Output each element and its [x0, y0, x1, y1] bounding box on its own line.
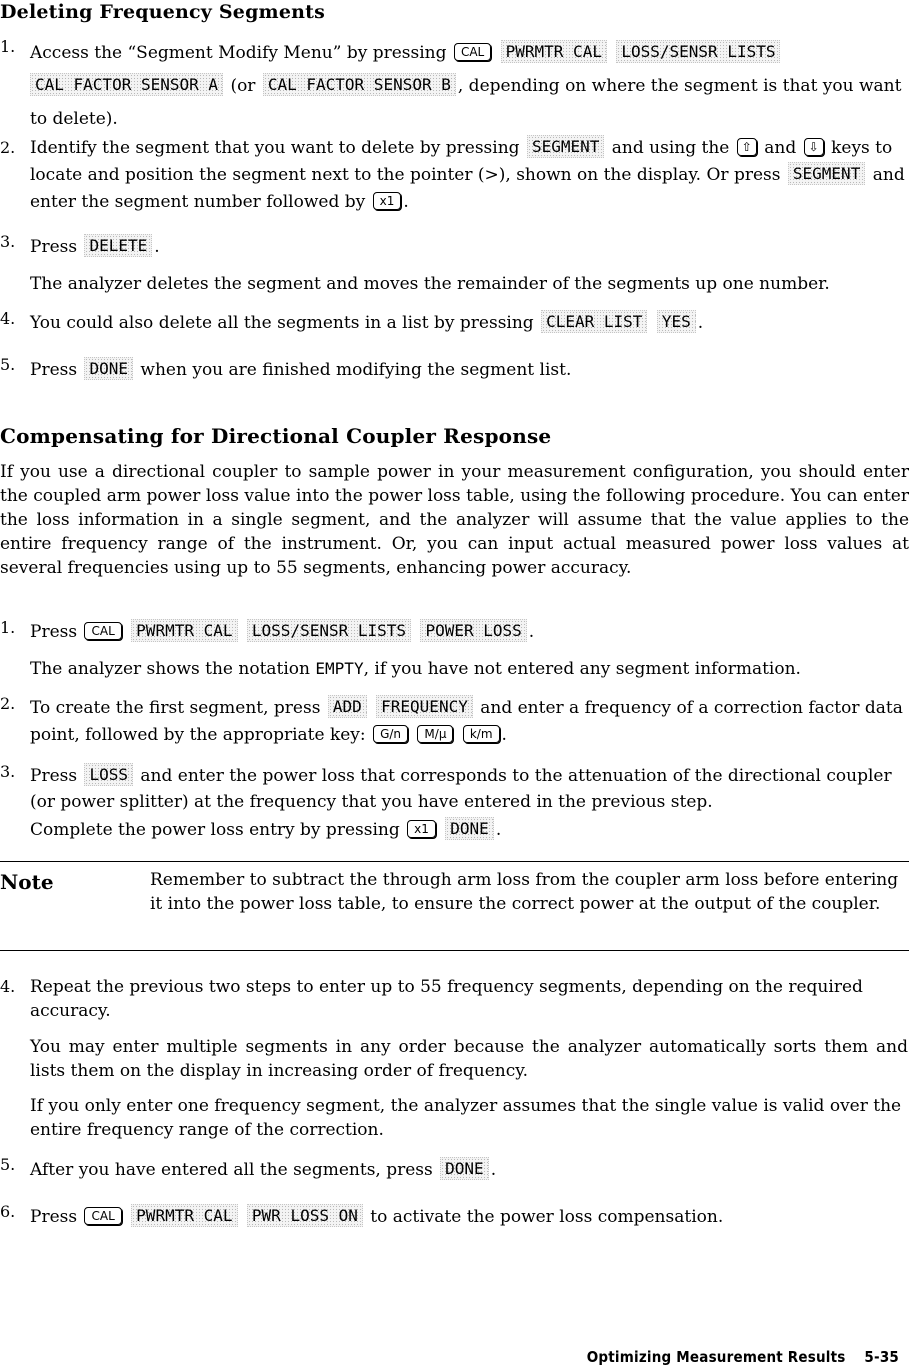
step-text: Repeat the previous two steps to enter up to 55 frequency segments, depending on the required accuracy. [30, 977, 863, 1021]
step-text-part: when you are finished modifying the segment list. [140, 360, 572, 380]
step-text [30, 357, 908, 382]
step-text-part: and enter a frequency of a correction factor data point, followed by the appropriate key: [30, 698, 903, 745]
step-text [30, 817, 908, 842]
step-text-part: . [154, 237, 160, 257]
loss-sensr-lists-softkey[interactable]: LOSS/SENSR LISTS [247, 619, 411, 642]
k-m-hardkey[interactable]: k/m [463, 725, 500, 743]
m-mu-hardkey[interactable]: M/μ [417, 725, 453, 743]
loss-softkey[interactable]: LOSS [84, 763, 133, 786]
step-number: 3. [0, 232, 16, 251]
step-text-part: Press [30, 1207, 78, 1227]
note-top-rule [0, 861, 909, 862]
step-text-part: , if you have not entered any segment information. [363, 659, 801, 679]
step-note-text: If you only enter one frequency segment, the analyzer assumes that the single value is valid over the entire frequency range of the correction. [30, 1096, 902, 1140]
step-text-part: Access the “Segment Modify Menu” by pressing [30, 43, 447, 63]
done-softkey[interactable]: DONE [445, 817, 494, 840]
step-text-part: . [490, 1160, 497, 1180]
pwrmtr-cal-softkey[interactable]: PWRMTR CAL [131, 1204, 237, 1227]
cal-factor-sensor-a-softkey[interactable]: CAL FACTOR SENSOR A [30, 73, 223, 96]
step-number: 4. [0, 309, 16, 328]
page-footer [587, 1345, 899, 1369]
step-text [30, 234, 908, 259]
step-text-part: Identify the segment that you want to delete by pressing [30, 138, 520, 158]
intro-paragraph: If you use a directional coupler to sample power in your measurement configuration, you should enter the coupled arm power loss value into the power loss table, using the following procedure. You can enter the loss information in a single segment, and the analyzer will assume that the value applies to the entire frequency range of the instrument. Or, you can input actual measured power loss values at several frequencies using up to 55 segments, enhancing power accuracy. [0, 462, 909, 578]
done-softkey[interactable]: DONE [84, 357, 133, 380]
step-number: 2. [0, 694, 16, 713]
step-text-part: . [528, 622, 535, 642]
step-text [30, 1157, 908, 1182]
note-label: Note [0, 870, 54, 894]
clear-list-softkey[interactable]: CLEAR LIST [541, 310, 647, 333]
loss-sensr-lists-softkey[interactable]: LOSS/SENSR LISTS [616, 40, 780, 63]
step-text-part: The analyzer shows the notation [30, 659, 310, 679]
step-note-text [30, 657, 908, 681]
step-text [30, 135, 908, 216]
step-note-text: The analyzer deletes the segment and moves the remainder of the segments up one number. [30, 274, 830, 294]
step-text-part: . [697, 313, 704, 333]
step-text-part: Press [30, 237, 78, 257]
step-text-part: . [403, 192, 409, 212]
note-text: Remember to subtract the through arm loss from the coupler arm loss before entering it into the power loss table, to ensure the correct power at the output of the coupler. [150, 870, 899, 914]
cal-hardkey[interactable]: CAL [84, 1207, 121, 1225]
step-text-part: You could also delete all the segments in a list by pressing [30, 313, 534, 333]
step-text-part: . [501, 725, 507, 745]
step-text [30, 619, 908, 644]
empty-display-text: EMPTY [315, 659, 364, 678]
x1-hardkey[interactable]: x1 [407, 820, 436, 838]
step-text-part: Press [30, 360, 78, 380]
step-text-part: Press [30, 622, 78, 642]
footer-title: Optimizing Measurement Results [586, 1348, 846, 1366]
step-text [30, 310, 908, 335]
step-number: 5. [0, 355, 16, 374]
cal-hardkey[interactable]: CAL [84, 622, 121, 640]
segment-softkey[interactable]: SEGMENT [527, 135, 604, 158]
step-text-part: (or [230, 76, 256, 96]
page-number: 5-35 [864, 1348, 899, 1366]
segment-softkey[interactable]: SEGMENT [788, 162, 865, 185]
step-text-part: and [764, 138, 797, 158]
step-text [30, 37, 908, 136]
done-softkey[interactable]: DONE [440, 1157, 489, 1180]
step-number: 3. [0, 762, 16, 781]
step-number: 5. [0, 1155, 16, 1174]
pwr-loss-on-softkey[interactable]: PWR LOSS ON [247, 1204, 363, 1227]
step-number: 4. [0, 977, 16, 996]
step-text [30, 763, 908, 815]
step-text-part: Complete the power loss entry by pressing [30, 820, 400, 840]
pwrmtr-cal-softkey[interactable]: PWRMTR CAL [131, 619, 237, 642]
frequency-softkey[interactable]: FREQUENCY [376, 695, 473, 718]
step-text-part: To create the first segment, press [30, 698, 321, 718]
step-text-part: Press [30, 766, 78, 786]
step-number: 2. [0, 138, 16, 157]
step-number: 1. [0, 37, 16, 56]
pwrmtr-cal-softkey[interactable]: PWRMTR CAL [501, 40, 607, 63]
step-text [30, 1204, 908, 1229]
step-text-part: keys to locate and position the segment next to the pointer (>), shown on the display. Or press [30, 138, 893, 185]
step-text [30, 695, 908, 749]
up-arrow-key[interactable]: ⇧ [737, 138, 757, 156]
delete-softkey[interactable]: DELETE [84, 234, 152, 257]
step-text-part: to activate the power loss compensation. [370, 1207, 724, 1227]
power-loss-softkey[interactable]: POWER LOSS [420, 619, 526, 642]
step-number: 6. [0, 1202, 16, 1221]
x1-hardkey[interactable]: x1 [373, 192, 402, 210]
cal-hardkey[interactable]: CAL [454, 43, 491, 61]
note-bottom-rule [0, 950, 909, 951]
g-n-hardkey[interactable]: G/n [373, 725, 408, 743]
section-heading-compensating: Compensating for Directional Coupler Response [0, 424, 552, 448]
step-text-part: After you have entered all the segments, press [30, 1160, 433, 1180]
step-text-part: and enter the power loss that corresponds to the attenuation of the directional coupler (or power splitter) at the frequency that you have entered in the previous step. [30, 766, 892, 812]
yes-softkey[interactable]: YES [657, 310, 696, 333]
down-arrow-key[interactable]: ⇩ [804, 138, 824, 156]
add-softkey[interactable]: ADD [328, 695, 367, 718]
step-note-text: You may enter multiple segments in any order because the analyzer automatically sorts them and lists them on the display in increasing order of frequency. [30, 1037, 908, 1081]
cal-factor-sensor-b-softkey[interactable]: CAL FACTOR SENSOR B [263, 73, 456, 96]
step-text-part: . [495, 820, 502, 840]
step-number: 1. [0, 618, 16, 637]
step-text-part: and using the [611, 138, 730, 158]
section-heading-deleting: Deleting Frequency Segments [0, 1, 326, 23]
step-text-part: , depending on where the segment is that you want to delete). [30, 76, 902, 129]
step-text-part: and enter the segment number followed by [30, 165, 905, 212]
